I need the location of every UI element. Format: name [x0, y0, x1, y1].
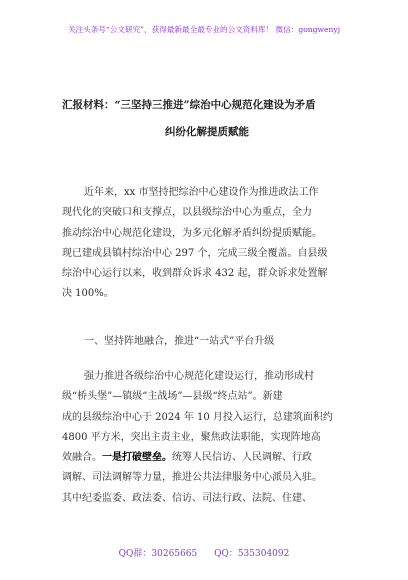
paragraph-line: 级“桥头堡”—镇级“主战场”—县级“终点站”。新建 — [62, 391, 283, 403]
paragraph-line: 综治中心运行以来，收到群众诉求 432 起，群众诉求处置解 — [62, 268, 328, 280]
paragraph-2 — [62, 367, 354, 509]
title-line-2: 纠纷化解提质赋能 — [165, 126, 249, 138]
title-line-1: 汇报材料：“三坚持三推进”综治中心规范化建设为矛盾 — [62, 99, 316, 111]
paragraph-line: 推动综治中心规范化建设，为多元化解矛盾纠纷提质赋能。 — [62, 227, 322, 239]
paragraph-line: 决 100%。 — [62, 288, 114, 300]
paragraph-line: 强力推进各级综治中心规范化建设运行，推动形成村 — [84, 371, 314, 382]
paragraph-line: 其中纪委监委、政法委、信访、司法行政、法院、住建、 — [62, 492, 312, 504]
paragraph-text: 统筹人民信访、人民调解、行政 — [172, 452, 312, 464]
footer-contact: QQ群：30265665 QQ：535304092 — [118, 549, 290, 559]
section-heading-1 — [62, 332, 354, 352]
paragraph-line — [62, 448, 354, 468]
paragraph-line: 调解、司法调解等力量，推进公共法律服务中心派员入驻。 — [62, 472, 322, 484]
document-title — [62, 92, 352, 146]
paragraph-line: 现代化的突破口和支撑点，以县级综治中心为重点，全力 — [62, 207, 312, 219]
bold-lead-phrase: 一是打破壁垒。 — [102, 452, 172, 464]
paragraph-line: 成的县级综治中心于 2024 年 10 月投入运行，总建筑面积约 — [62, 411, 333, 423]
top-banner: 关注头条号“公文研究”，获得最新最全最专业的公文资料库！ 微信：gongwenyj — [67, 25, 341, 34]
paragraph-line: 近年来，xx 市坚持把综治中心建设作为推进政法工作 — [84, 187, 319, 198]
paragraph-1 — [62, 183, 354, 305]
paragraph-line: 4800 平方米，突出主责主业，聚焦政法职能，实现阵地高 — [62, 431, 321, 443]
paragraph-text: 效融合。 — [62, 452, 102, 464]
paragraph-line: 现已建成县镇村综治中心 297 个，完成三级全覆盖。自县级 — [62, 247, 328, 259]
section-heading-text: 一、坚持阵地融合，推进“一站式”平台升级 — [84, 336, 275, 347]
